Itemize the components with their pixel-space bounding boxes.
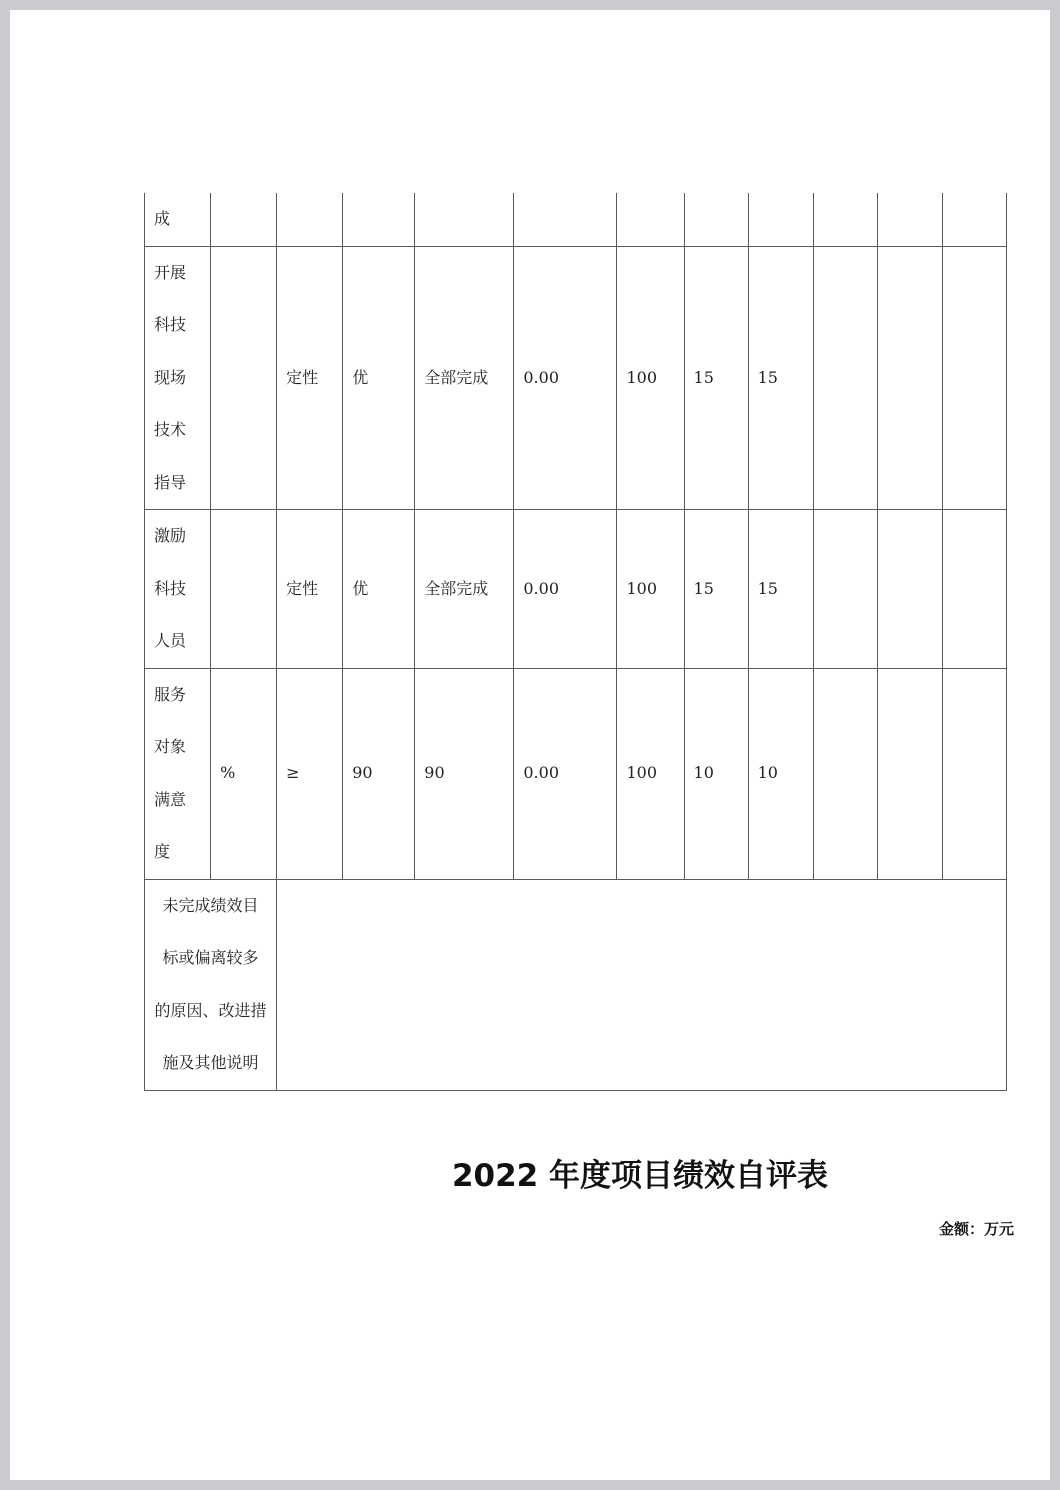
document-title: 2022 年度项目绩效自评表	[451, 1158, 829, 1194]
rate-cell: 100	[617, 510, 684, 669]
indicator-name-line: 满意	[154, 789, 187, 809]
target-cell: 优	[343, 510, 415, 669]
indicator-name-line: 度	[154, 842, 171, 861]
unit-cell: %	[211, 668, 277, 879]
weight-cell: 10	[684, 668, 748, 879]
target-cell: 优	[343, 246, 415, 510]
note-label-line: 施及其他说明	[162, 1053, 259, 1072]
empty-cell	[877, 193, 942, 246]
note-row	[145, 879, 1007, 1090]
indicator-name-cell	[145, 510, 211, 669]
indicator-name-line: 激励	[154, 526, 187, 545]
indicator-name-cell	[145, 193, 211, 246]
indicator-name-line: 成	[154, 209, 171, 228]
target-cell	[343, 193, 415, 246]
table-body	[145, 193, 1007, 1090]
indicator-name-line: 科技	[154, 315, 187, 334]
empty-cell	[877, 668, 942, 879]
actual-cell: 90	[415, 668, 514, 879]
unit-cell	[211, 246, 277, 510]
indicator-name-line: 人员	[154, 631, 187, 650]
table-row	[145, 246, 1007, 510]
score-cell: 15	[748, 246, 813, 510]
budget-cell: 0.00	[514, 668, 617, 879]
unit-cell	[211, 193, 277, 246]
actual-cell: 全部完成	[415, 510, 514, 669]
table-row	[145, 510, 1007, 669]
actual-cell	[415, 193, 514, 246]
budget-cell: 0.00	[514, 246, 617, 510]
nature-cell: 定性	[277, 510, 343, 669]
note-label-line: 的原因、改进措	[154, 1000, 267, 1020]
indicator-name-line: 服务	[154, 684, 187, 704]
nature-cell: 定性	[277, 246, 343, 510]
indicator-name-cell	[145, 246, 211, 510]
unit-cell	[211, 510, 277, 669]
indicator-name-line: 技术	[154, 420, 187, 439]
indicator-name-line: 开展	[154, 262, 187, 282]
amount-unit-label: 金额：万元	[938, 1220, 1014, 1238]
budget-cell	[514, 193, 617, 246]
nature-cell	[277, 193, 343, 246]
score-cell: 15	[748, 510, 813, 669]
document-page	[10, 10, 1050, 1480]
budget-cell: 0.00	[514, 510, 617, 669]
weight-cell: 15	[684, 246, 748, 510]
score-cell: 10	[748, 668, 813, 879]
indicator-name-line: 现场	[154, 367, 187, 387]
indicator-name-line: 对象	[154, 737, 187, 756]
actual-cell: 全部完成	[415, 246, 514, 510]
note-label-cell	[145, 879, 277, 1090]
weight-cell: 15	[684, 510, 748, 669]
empty-cell	[813, 193, 877, 246]
empty-cell	[877, 510, 942, 669]
empty-cell	[942, 246, 1006, 510]
empty-cell	[813, 246, 877, 510]
table-row	[145, 668, 1007, 879]
note-label-line: 标或偏离较多	[162, 948, 259, 967]
note-label-line: 未完成绩效目	[162, 895, 259, 915]
score-cell	[748, 193, 813, 246]
indicator-name-line: 指导	[154, 472, 187, 492]
weight-cell	[684, 193, 748, 246]
indicator-name-cell	[145, 668, 211, 879]
empty-cell	[942, 510, 1006, 669]
rate-cell	[617, 193, 684, 246]
indicator-name-line: 科技	[154, 578, 187, 598]
target-cell: 90	[343, 668, 415, 879]
empty-cell	[813, 668, 877, 879]
empty-cell	[942, 668, 1006, 879]
nature-cell: ≥	[277, 668, 343, 879]
performance-table	[144, 193, 1007, 1091]
empty-cell	[877, 246, 942, 510]
rate-cell: 100	[617, 668, 684, 879]
rate-cell: 100	[617, 246, 684, 510]
empty-cell	[942, 193, 1006, 246]
note-value-cell	[277, 879, 1007, 1090]
table-row	[145, 193, 1007, 246]
empty-cell	[813, 510, 877, 669]
